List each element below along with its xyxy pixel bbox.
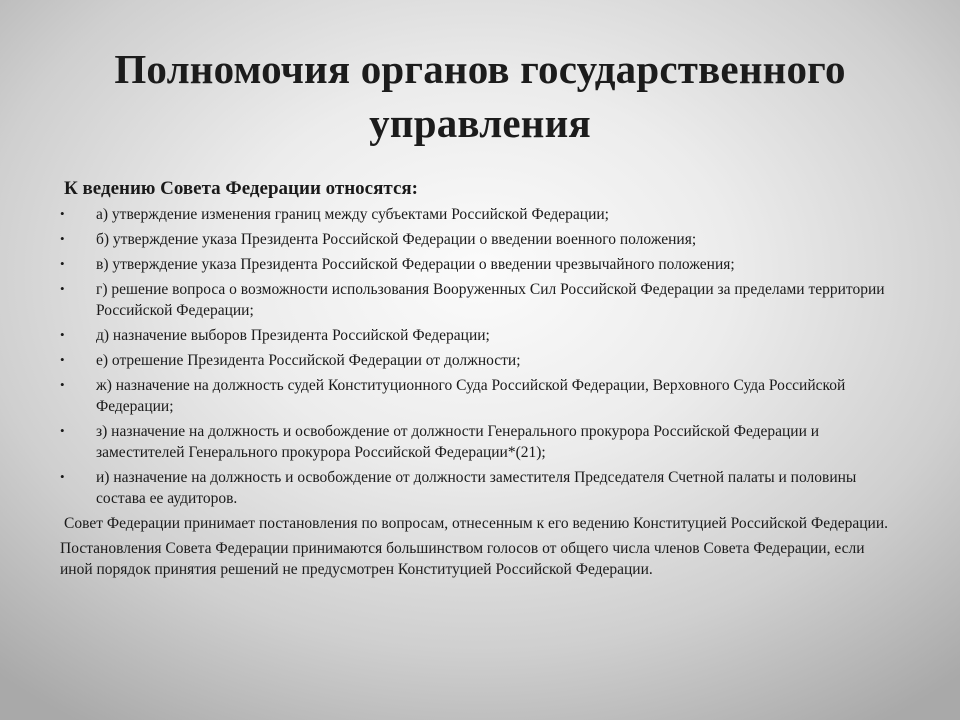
list-item-text: е) отрешение Президента Российской Федерации от должности; xyxy=(96,352,521,369)
list-item xyxy=(60,375,900,417)
bullet-icon: • xyxy=(60,423,65,438)
bullet-icon: • xyxy=(60,231,65,246)
slide-content xyxy=(60,176,900,580)
paragraph-voting: Постановления Совета Федерации принимаются большинством голосов от общего числа членов Совета Федерации, если иной порядок принятия решений не предусмотрен Конституцией Российской Федерации. xyxy=(60,540,865,578)
bullet-icon: • xyxy=(60,352,65,367)
bullet-icon: • xyxy=(60,256,65,271)
list-item-text: б) утверждение указа Президента Российской Федерации о введении военного положения; xyxy=(96,231,697,248)
bullet-icon: • xyxy=(60,469,65,484)
list-item xyxy=(60,325,900,346)
list-item xyxy=(60,467,900,509)
list-item xyxy=(60,279,900,321)
paragraph-resolutions: Совет Федерации принимает постановления по вопросам, отнесенным к его ведению Конституцией Российской Федерации. xyxy=(64,515,889,532)
list-item-text: з) назначение на должность и освобождение от должности Генерального прокурора Российской Федерации и заместителей Генерального прокурора Российской Федерации*(21); xyxy=(96,423,820,461)
list-item-text: г) решение вопроса о возможности использования Вооруженных Сил Российской Федерации за пределами территории Российской Федерации; xyxy=(96,281,885,319)
bullet-icon: • xyxy=(60,377,65,392)
list-item-text: в) утверждение указа Президента Российской Федерации о введении чрезвычайного положения; xyxy=(96,256,735,273)
bullet-icon: • xyxy=(60,327,65,342)
bullet-icon: • xyxy=(60,281,65,296)
list-item xyxy=(60,254,900,275)
list-item-text: д) назначение выборов Президента Российской Федерации; xyxy=(96,327,490,344)
list-item xyxy=(60,204,900,225)
list-item-text: и) назначение на должность и освобождение от должности заместителя Председателя Счетной палаты и половины состава ее аудиторов. xyxy=(96,469,857,507)
section-heading: К ведению Совета Федерации относятся: xyxy=(64,178,418,199)
list-item-text: ж) назначение на должность судей Конституционного Суда Российской Федерации, Верховного Суда Российской Федерации; xyxy=(96,377,846,415)
slide-title: Полномочия органов государственного управления xyxy=(114,46,846,146)
list-item xyxy=(60,421,900,463)
list-item xyxy=(60,229,900,250)
powers-list xyxy=(60,204,900,509)
list-item xyxy=(60,350,900,371)
list-item-text: а) утверждение изменения границ между субъектами Российской Федерации; xyxy=(96,206,609,223)
bullet-icon: • xyxy=(60,206,65,221)
